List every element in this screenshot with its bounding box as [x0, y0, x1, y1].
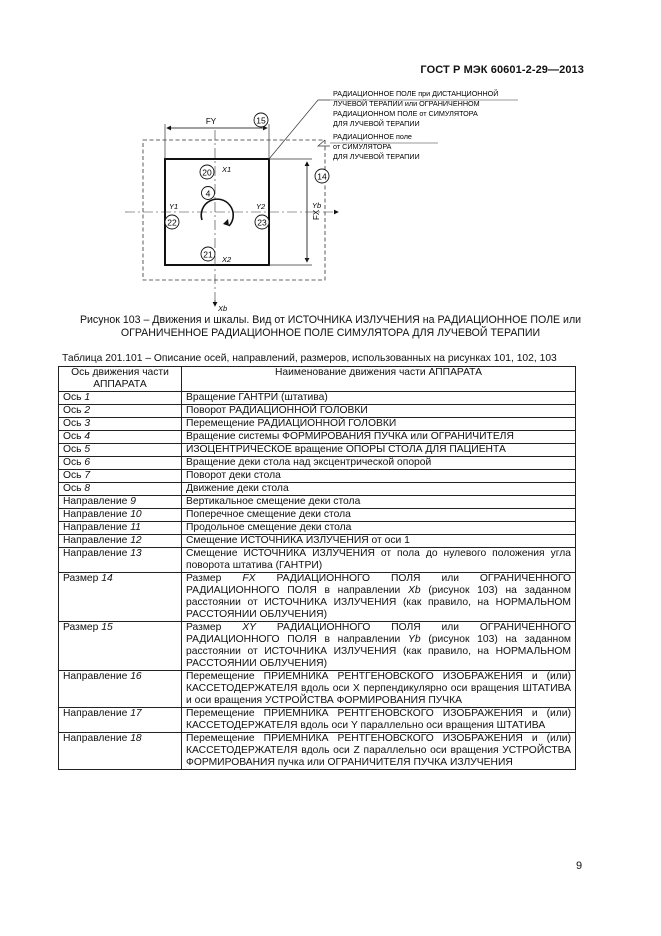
- figure-103: [0, 0, 661, 320]
- svg-text:20: 20: [202, 167, 212, 178]
- note-simulator-field: [333, 132, 420, 161]
- table-row: [59, 418, 576, 431]
- callout-14: [315, 169, 329, 183]
- callout-20: [200, 165, 214, 179]
- table-row: [59, 457, 576, 470]
- table-row: [59, 431, 576, 444]
- svg-text:от СИМУЛЯТОРА: от СИМУЛЯТОРА: [333, 142, 392, 151]
- table-row: [59, 496, 576, 509]
- row-description-cell: Продольное смещение деки стола: [182, 522, 576, 535]
- callout-4: [202, 187, 215, 200]
- table-row: [59, 405, 576, 418]
- table-row: [59, 483, 576, 496]
- svg-text:22: 22: [167, 217, 177, 228]
- row-description-cell: Вращение ГАНТРИ (штатива): [182, 392, 576, 405]
- row-description-cell: Вращение деки стола над эксцентрической опорой: [182, 457, 576, 470]
- table-row: [59, 708, 576, 733]
- svg-text:21: 21: [203, 249, 213, 260]
- label-fy: FY: [205, 117, 217, 126]
- table-title: Таблица 201.101 – Описание осей, направлений, размеров, использованных на рисунках 101, 102, 103: [62, 353, 557, 364]
- label-fx: FX: [312, 209, 321, 220]
- label-yb: Yb: [312, 201, 322, 210]
- row-axis-cell: Направление 12: [59, 535, 182, 548]
- table-row: [59, 444, 576, 457]
- document-header: ГОСТ Р МЭК 60601-2-29—2013: [420, 64, 584, 76]
- row-axis-cell: Ось 6: [59, 457, 182, 470]
- rotation-arc: [201, 199, 233, 226]
- table-row: [59, 522, 576, 535]
- note-radiation-field: [333, 89, 498, 128]
- row-axis-cell: Направление 17: [59, 708, 182, 733]
- row-description-cell: Движение деки стола: [182, 483, 576, 496]
- table-row: [59, 509, 576, 522]
- svg-text:14: 14: [317, 171, 327, 182]
- callout-21: [201, 247, 215, 261]
- label-y2: Y2: [256, 202, 266, 211]
- row-description-cell: Перемещение ПРИЕМНИКА РЕНТГЕНОВСКОГО ИЗОБРАЖЕНИЯ и (или) КАССЕТОДЕРЖАТЕЛЯ вдоль оси Z параллельно оси вращения УСТРОЙСТВА ФОРМИРОВАНИЯ пучка или ОГРАНИЧИТЕЛЯ ПУЧКА ИЗЛУЧЕНИЯ: [182, 733, 576, 770]
- table-body: [59, 392, 576, 770]
- table-row: [59, 671, 576, 708]
- axes-table: [58, 366, 576, 770]
- table-row: [59, 733, 576, 770]
- row-description-cell: Смещение ИСТОЧНИКА ИЗЛУЧЕНИЯ от оси 1: [182, 535, 576, 548]
- table-row: [59, 548, 576, 573]
- row-axis-cell: Ось 8: [59, 483, 182, 496]
- svg-text:РАДИАЦИОННОЕ поле: РАДИАЦИОННОЕ поле: [333, 132, 412, 141]
- row-description-cell: Перемещение ПРИЕМНИКА РЕНТГЕНОВСКОГО ИЗОБРАЖЕНИЯ и (или) КАССЕТОДЕРЖАТЕЛЯ вдоль оси X перпендикулярно оси вращения ШТАТИВА и оси вращения УСТРОЙСТВА ФОРМИРОВАНИЯ ПУЧКА: [182, 671, 576, 708]
- row-axis-cell: Направление 11: [59, 522, 182, 535]
- table-row: [59, 622, 576, 671]
- callout-22: [165, 215, 179, 229]
- row-description-cell: Вертикальное смещение деки стола: [182, 496, 576, 509]
- row-axis-cell: Направление 9: [59, 496, 182, 509]
- header-motion: Наименование движения части АППАРАТА: [182, 367, 576, 392]
- row-axis-cell: Направление 16: [59, 671, 182, 708]
- row-axis-cell: Направление 18: [59, 733, 182, 770]
- row-axis-cell: Направление 13: [59, 548, 182, 573]
- row-axis-cell: Ось 1: [59, 392, 182, 405]
- row-description-cell: Поперечное смещение деки стола: [182, 509, 576, 522]
- label-xb: Xb: [218, 304, 228, 313]
- label-x2: X2: [222, 255, 232, 264]
- label-y1: Y1: [169, 202, 179, 211]
- svg-text:23: 23: [257, 217, 267, 228]
- table-row: [59, 470, 576, 483]
- header-axis: Ось движения части АППАРАТА: [59, 367, 182, 392]
- table-header-row: [59, 367, 576, 392]
- callout-23: [255, 215, 269, 229]
- svg-text:ДЛЯ ЛУЧЕВОЙ ТЕРАПИИ: ДЛЯ ЛУЧЕВОЙ ТЕРАПИИ: [333, 152, 420, 161]
- row-description-cell: Поворот деки стола: [182, 470, 576, 483]
- svg-text:15: 15: [256, 115, 266, 126]
- row-axis-cell: Направление 10: [59, 509, 182, 522]
- row-description-cell: Смещение ИСТОЧНИКА ИЗЛУЧЕНИЯ от пола до нулевого положения угла поворота штатива (ГАНТРИ): [182, 548, 576, 573]
- field-diagram: [0, 0, 661, 320]
- table-row: [59, 392, 576, 405]
- figure-caption: Рисунок 103 – Движения и шкалы. Вид от ИСТОЧНИКА ИЗЛУЧЕНИЯ на РАДИАЦИОННОЕ ПОЛЕ или ОГРАНИЧЕННОЕ РАДИАЦИОННОЕ ПОЛЕ СИМУЛЯТОРА ДЛЯ ЛУЧЕВОЙ ТЕРАПИИ: [79, 314, 582, 339]
- svg-text:ЛУЧЕВОЙ ТЕРАПИИ или ОГРАНИЧЕНН: ЛУЧЕВОЙ ТЕРАПИИ или ОГРАНИЧЕННОМ: [333, 99, 480, 108]
- table-row: [59, 535, 576, 548]
- svg-text:РАДИАЦИОННОЕ ПОЛЕ при ДИСТАНЦИ: РАДИАЦИОННОЕ ПОЛЕ при ДИСТАНЦИОННОЙ: [333, 89, 499, 98]
- row-axis-cell: Размер 15: [59, 622, 182, 671]
- callout-15: [254, 113, 268, 127]
- row-description-cell: Перемещение РАДИАЦИОННОЙ ГОЛОВКИ: [182, 418, 576, 431]
- row-axis-cell: Ось 4: [59, 431, 182, 444]
- row-description-cell: Вращение системы ФОРМИРОВАНИЯ ПУЧКА или ОГРАНИЧИТЕЛЯ: [182, 431, 576, 444]
- table-row: [59, 573, 576, 622]
- row-description-cell: Размер FX РАДИАЦИОННОГО ПОЛЯ или ОГРАНИЧЕННОГО РАДИАЦИОННОГО ПОЛЯ в направлении Xb (рисунок 103) на заданном расстоянии от ИСТОЧНИКА ИЗЛУЧЕНИЯ (как правило, на НОРМАЛЬНОМ РАССТОЯНИИ ОБЛУЧЕНИЯ): [182, 573, 576, 622]
- row-description-cell: ИЗОЦЕНТРИЧЕСКОЕ вращение ОПОРЫ СТОЛА ДЛЯ ПАЦИЕНТА: [182, 444, 576, 457]
- row-axis-cell: Ось 3: [59, 418, 182, 431]
- svg-text:ДЛЯ ЛУЧЕВОЙ ТЕРАПИИ: ДЛЯ ЛУЧЕВОЙ ТЕРАПИИ: [333, 119, 420, 128]
- row-description-cell: Размер XY РАДИАЦИОННОГО ПОЛЯ или ОГРАНИЧЕННОГО РАДИАЦИОННОГО ПОЛЯ в направлении Yb (рисунок 103) на заданном расстоянии от ИСТОЧНИКА ИЗЛУЧЕНИЯ (как правило, на НОРМАЛЬНОМ РАССТОЯНИИ ОБЛУЧЕНИЯ): [182, 622, 576, 671]
- svg-text:РАДИАЦИОННОМ ПОЛЕ от СИМУЛЯТОР: РАДИАЦИОННОМ ПОЛЕ от СИМУЛЯТОРА: [333, 109, 478, 118]
- page-number: 9: [576, 860, 583, 872]
- row-axis-cell: Ось 7: [59, 470, 182, 483]
- svg-text:4: 4: [205, 188, 211, 199]
- label-x1: X1: [222, 165, 232, 174]
- row-axis-cell: Ось 2: [59, 405, 182, 418]
- row-description-cell: Перемещение ПРИЕМНИКА РЕНТГЕНОВСКОГО ИЗОБРАЖЕНИЯ и (или) КАССЕТОДЕРЖАТЕЛЯ вдоль оси Y параллельно оси вращения ШТАТИВА: [182, 708, 576, 733]
- row-axis-cell: Размер 14: [59, 573, 182, 622]
- row-description-cell: Поворот РАДИАЦИОННОЙ ГОЛОВКИ: [182, 405, 576, 418]
- row-axis-cell: Ось 5: [59, 444, 182, 457]
